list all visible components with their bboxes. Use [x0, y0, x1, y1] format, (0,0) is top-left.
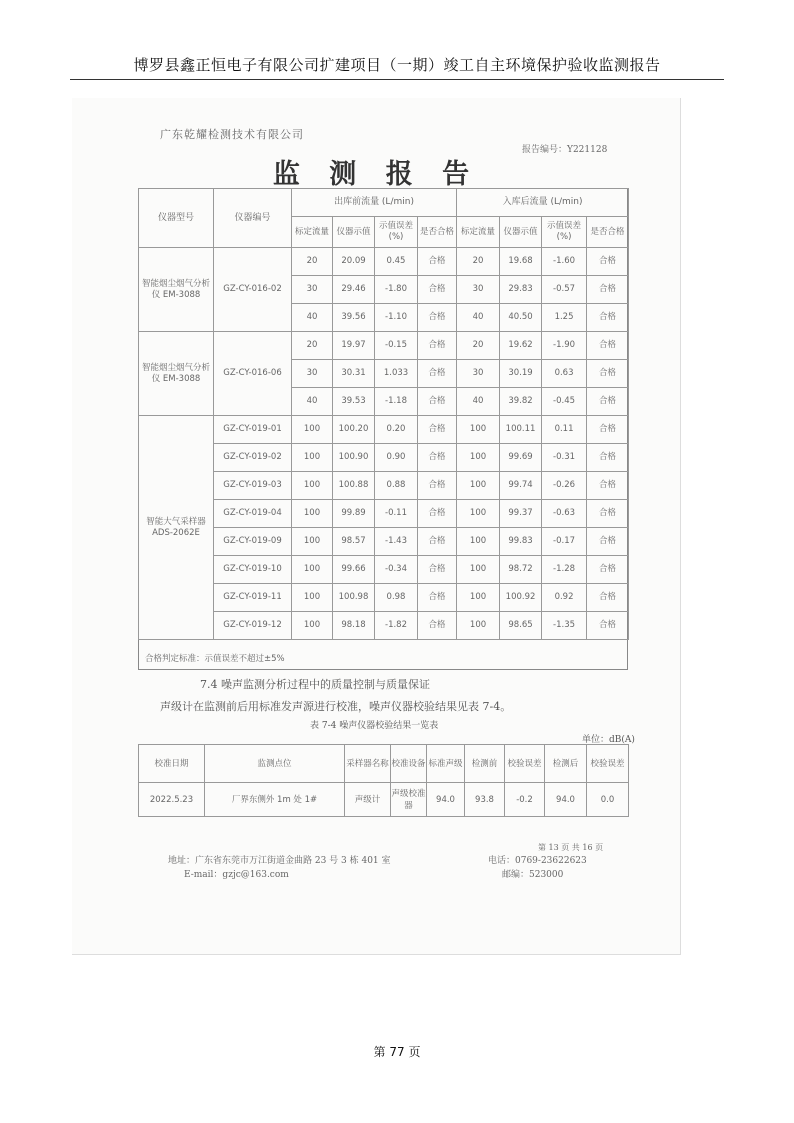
before-cell: 100.90 — [333, 444, 375, 472]
before-cell: 20 — [292, 332, 333, 360]
page-number: 第 77 页 — [373, 1045, 421, 1059]
after-cell: 100 — [457, 472, 500, 500]
report-title: 监 测 报 告 — [272, 159, 480, 190]
after-cell: 合格 — [587, 360, 629, 388]
after-cell: 合格 — [587, 248, 629, 276]
after-cell: -1.60 — [542, 248, 587, 276]
noise-table-caption: 表 7-4 噪声仪器校验结果一览表 — [310, 721, 439, 731]
before-cell: 合格 — [418, 304, 457, 332]
before-cell: 99.66 — [333, 556, 375, 584]
after-cell: 19.68 — [500, 248, 542, 276]
subheader-cell: 仪器示值 — [333, 217, 375, 248]
company-phone: 电话：0769-23622623 — [488, 856, 587, 866]
before-cell: -1.82 — [375, 612, 418, 640]
noise-cell: 94.0 — [427, 783, 465, 817]
company-email: E-mail：gzjc@163.com — [184, 870, 289, 880]
before-cell: 合格 — [418, 584, 457, 612]
instrument-model: 智能大气采样器 ADS-2062E — [139, 416, 214, 640]
after-cell: 100 — [457, 500, 500, 528]
after-cell: -1.35 — [542, 612, 587, 640]
company-address: 地址：广东省东莞市万江街道金曲路 23 号 3 栋 401 室 — [168, 856, 391, 866]
after-cell: 20 — [457, 248, 500, 276]
before-cell: 100 — [292, 612, 333, 640]
report-page-number: 第 13 页 共 16 页 — [538, 843, 604, 852]
after-cell: -0.17 — [542, 528, 587, 556]
before-cell: 合格 — [418, 248, 457, 276]
noise-cell: 94.0 — [545, 783, 587, 817]
before-cell: -1.10 — [375, 304, 418, 332]
after-cell: 40 — [457, 388, 500, 416]
after-cell: 合格 — [587, 444, 629, 472]
subheader-cell: 仪器示值 — [500, 217, 542, 248]
after-cell: 0.11 — [542, 416, 587, 444]
after-cell: 合格 — [587, 276, 629, 304]
noise-header-cell: 校准设备 — [391, 745, 427, 783]
before-cell: 30.31 — [333, 360, 375, 388]
before-cell: 0.88 — [375, 472, 418, 500]
flow-calibration-table — [138, 188, 629, 640]
before-cell: 29.46 — [333, 276, 375, 304]
section-title: 7.4 噪声监测分析过程中的质量控制与质量保证 — [200, 678, 430, 691]
before-cell: 0.45 — [375, 248, 418, 276]
noise-table-unit: 单位：dB(A) — [582, 735, 635, 745]
noise-cell: 93.8 — [465, 783, 505, 817]
noise-calibration-table — [138, 744, 629, 817]
before-cell: 0.98 — [375, 584, 418, 612]
before-cell: 合格 — [418, 276, 457, 304]
instrument-model: 智能烟尘烟气分析仪 EM-3088 — [139, 332, 214, 416]
after-cell: 100 — [457, 528, 500, 556]
after-cell: 29.83 — [500, 276, 542, 304]
header-before: 出库前流量 (L/min) — [292, 189, 457, 217]
instrument-id: GZ-CY-019-09 — [214, 528, 292, 556]
after-cell: -0.45 — [542, 388, 587, 416]
before-cell: 39.56 — [333, 304, 375, 332]
after-cell: 99.69 — [500, 444, 542, 472]
table-row — [139, 332, 629, 360]
table-header-row — [139, 189, 629, 217]
before-cell: -0.15 — [375, 332, 418, 360]
company-name: 广东乾耀检测技术有限公司 — [160, 128, 304, 141]
after-cell: 100 — [457, 416, 500, 444]
after-cell: 98.65 — [500, 612, 542, 640]
before-cell: 100 — [292, 528, 333, 556]
noise-header-row — [139, 745, 629, 783]
after-cell: -1.28 — [542, 556, 587, 584]
after-cell: 30.19 — [500, 360, 542, 388]
noise-header-cell: 校验误差 — [587, 745, 629, 783]
instrument-id: GZ-CY-019-04 — [214, 500, 292, 528]
subheader-cell: 是否合格 — [587, 217, 629, 248]
instrument-id: GZ-CY-019-10 — [214, 556, 292, 584]
after-cell: -0.63 — [542, 500, 587, 528]
before-cell: -0.11 — [375, 500, 418, 528]
after-cell: 40 — [457, 304, 500, 332]
before-cell: 合格 — [418, 500, 457, 528]
after-cell: 合格 — [587, 304, 629, 332]
before-cell: 100.88 — [333, 472, 375, 500]
table-row — [139, 248, 629, 276]
header-after: 入库后流量 (L/min) — [457, 189, 629, 217]
noise-cell: -0.2 — [505, 783, 545, 817]
after-cell: -0.57 — [542, 276, 587, 304]
after-cell: 99.74 — [500, 472, 542, 500]
instrument-id: GZ-CY-016-06 — [214, 332, 292, 416]
before-cell: 98.18 — [333, 612, 375, 640]
after-cell: 0.92 — [542, 584, 587, 612]
before-cell: 0.20 — [375, 416, 418, 444]
after-cell: 合格 — [587, 388, 629, 416]
noise-cell: 2022.5.23 — [139, 783, 205, 817]
document-header: 博罗县鑫正恒电子有限公司扩建项目（一期）竣工自主环境保护验收监测报告 — [70, 54, 724, 80]
before-cell: 100 — [292, 500, 333, 528]
company-postcode: 邮编：523000 — [502, 870, 564, 880]
before-cell: 合格 — [418, 444, 457, 472]
instrument-id: GZ-CY-019-03 — [214, 472, 292, 500]
noise-cell: 厂界东侧外 1m 处 1# — [205, 783, 345, 817]
pass-criteria: 合格判定标准：示值误差不超过±5% — [145, 654, 285, 664]
before-cell: 合格 — [418, 472, 457, 500]
instrument-id: GZ-CY-019-01 — [214, 416, 292, 444]
after-cell: 合格 — [587, 500, 629, 528]
before-cell: 30 — [292, 276, 333, 304]
before-cell: 合格 — [418, 556, 457, 584]
before-cell: 合格 — [418, 528, 457, 556]
scanned-report-page — [72, 98, 681, 955]
before-cell: 100 — [292, 444, 333, 472]
after-cell: 100.11 — [500, 416, 542, 444]
before-cell: -1.80 — [375, 276, 418, 304]
noise-header-cell: 监测点位 — [205, 745, 345, 783]
instrument-id: GZ-CY-019-11 — [214, 584, 292, 612]
after-cell: 19.62 — [500, 332, 542, 360]
before-cell: 40 — [292, 304, 333, 332]
after-cell: 99.37 — [500, 500, 542, 528]
after-cell: 100 — [457, 444, 500, 472]
before-cell: 99.89 — [333, 500, 375, 528]
noise-header-cell: 标准声级 — [427, 745, 465, 783]
before-cell: 100 — [292, 556, 333, 584]
instrument-id: GZ-CY-016-02 — [214, 248, 292, 332]
after-cell: 100 — [457, 584, 500, 612]
noise-header-cell: 检测后 — [545, 745, 587, 783]
before-cell: 合格 — [418, 612, 457, 640]
before-cell: 1.033 — [375, 360, 418, 388]
before-cell: -1.18 — [375, 388, 418, 416]
after-cell: 99.83 — [500, 528, 542, 556]
before-cell: 合格 — [418, 388, 457, 416]
subheader-cell: 标定流量 — [457, 217, 500, 248]
report-number: 报告编号：Y221128 — [522, 145, 608, 155]
noise-header-cell: 校准日期 — [139, 745, 205, 783]
before-cell: 合格 — [418, 332, 457, 360]
after-cell: 39.82 — [500, 388, 542, 416]
before-cell: -1.43 — [375, 528, 418, 556]
instrument-id: GZ-CY-019-02 — [214, 444, 292, 472]
after-cell: 合格 — [587, 416, 629, 444]
after-cell: 20 — [457, 332, 500, 360]
before-cell: 合格 — [418, 360, 457, 388]
before-cell: 合格 — [418, 416, 457, 444]
after-cell: 100 — [457, 612, 500, 640]
subheader-cell: 是否合格 — [418, 217, 457, 248]
table-row — [139, 416, 629, 444]
before-cell: 0.90 — [375, 444, 418, 472]
calibration-table-box — [138, 188, 628, 670]
after-cell: 合格 — [587, 472, 629, 500]
after-cell: 合格 — [587, 528, 629, 556]
before-cell: 100 — [292, 584, 333, 612]
noise-cell: 声级校准器 — [391, 783, 427, 817]
before-cell: 98.57 — [333, 528, 375, 556]
after-cell: 0.63 — [542, 360, 587, 388]
after-cell: -1.90 — [542, 332, 587, 360]
noise-header-cell: 采样器名称 — [345, 745, 391, 783]
after-cell: 合格 — [587, 332, 629, 360]
after-cell: 40.50 — [500, 304, 542, 332]
before-cell: 39.53 — [333, 388, 375, 416]
after-cell: 30 — [457, 360, 500, 388]
after-cell: 100 — [457, 556, 500, 584]
subheader-cell: 标定流量 — [292, 217, 333, 248]
noise-data-row — [139, 783, 629, 817]
before-cell: 100 — [292, 472, 333, 500]
instrument-id: GZ-CY-019-12 — [214, 612, 292, 640]
before-cell: 19.97 — [333, 332, 375, 360]
before-cell: -0.34 — [375, 556, 418, 584]
section-body: 声级计在监测前后用标准发声源进行校准，噪声仪器校验结果见表 7-4。 — [160, 700, 512, 713]
before-cell: 20 — [292, 248, 333, 276]
after-cell: -0.26 — [542, 472, 587, 500]
instrument-model: 智能烟尘烟气分析仪 EM-3088 — [139, 248, 214, 332]
before-cell: 100.98 — [333, 584, 375, 612]
after-cell: 合格 — [587, 556, 629, 584]
before-cell: 20.09 — [333, 248, 375, 276]
noise-header-cell: 检测前 — [465, 745, 505, 783]
header-id: 仪器编号 — [214, 189, 292, 248]
after-cell: 合格 — [587, 612, 629, 640]
noise-cell: 0.0 — [587, 783, 629, 817]
after-cell: 30 — [457, 276, 500, 304]
after-cell: 98.72 — [500, 556, 542, 584]
header-model: 仪器型号 — [139, 189, 214, 248]
noise-header-cell: 校验误差 — [505, 745, 545, 783]
after-cell: 合格 — [587, 584, 629, 612]
before-cell: 40 — [292, 388, 333, 416]
after-cell: 1.25 — [542, 304, 587, 332]
before-cell: 30 — [292, 360, 333, 388]
before-cell: 100 — [292, 416, 333, 444]
subheader-cell: 示值误差 (%) — [542, 217, 587, 248]
subheader-cell: 示值误差 (%) — [375, 217, 418, 248]
before-cell: 100.20 — [333, 416, 375, 444]
after-cell: 100.92 — [500, 584, 542, 612]
noise-cell: 声级计 — [345, 783, 391, 817]
after-cell: -0.31 — [542, 444, 587, 472]
